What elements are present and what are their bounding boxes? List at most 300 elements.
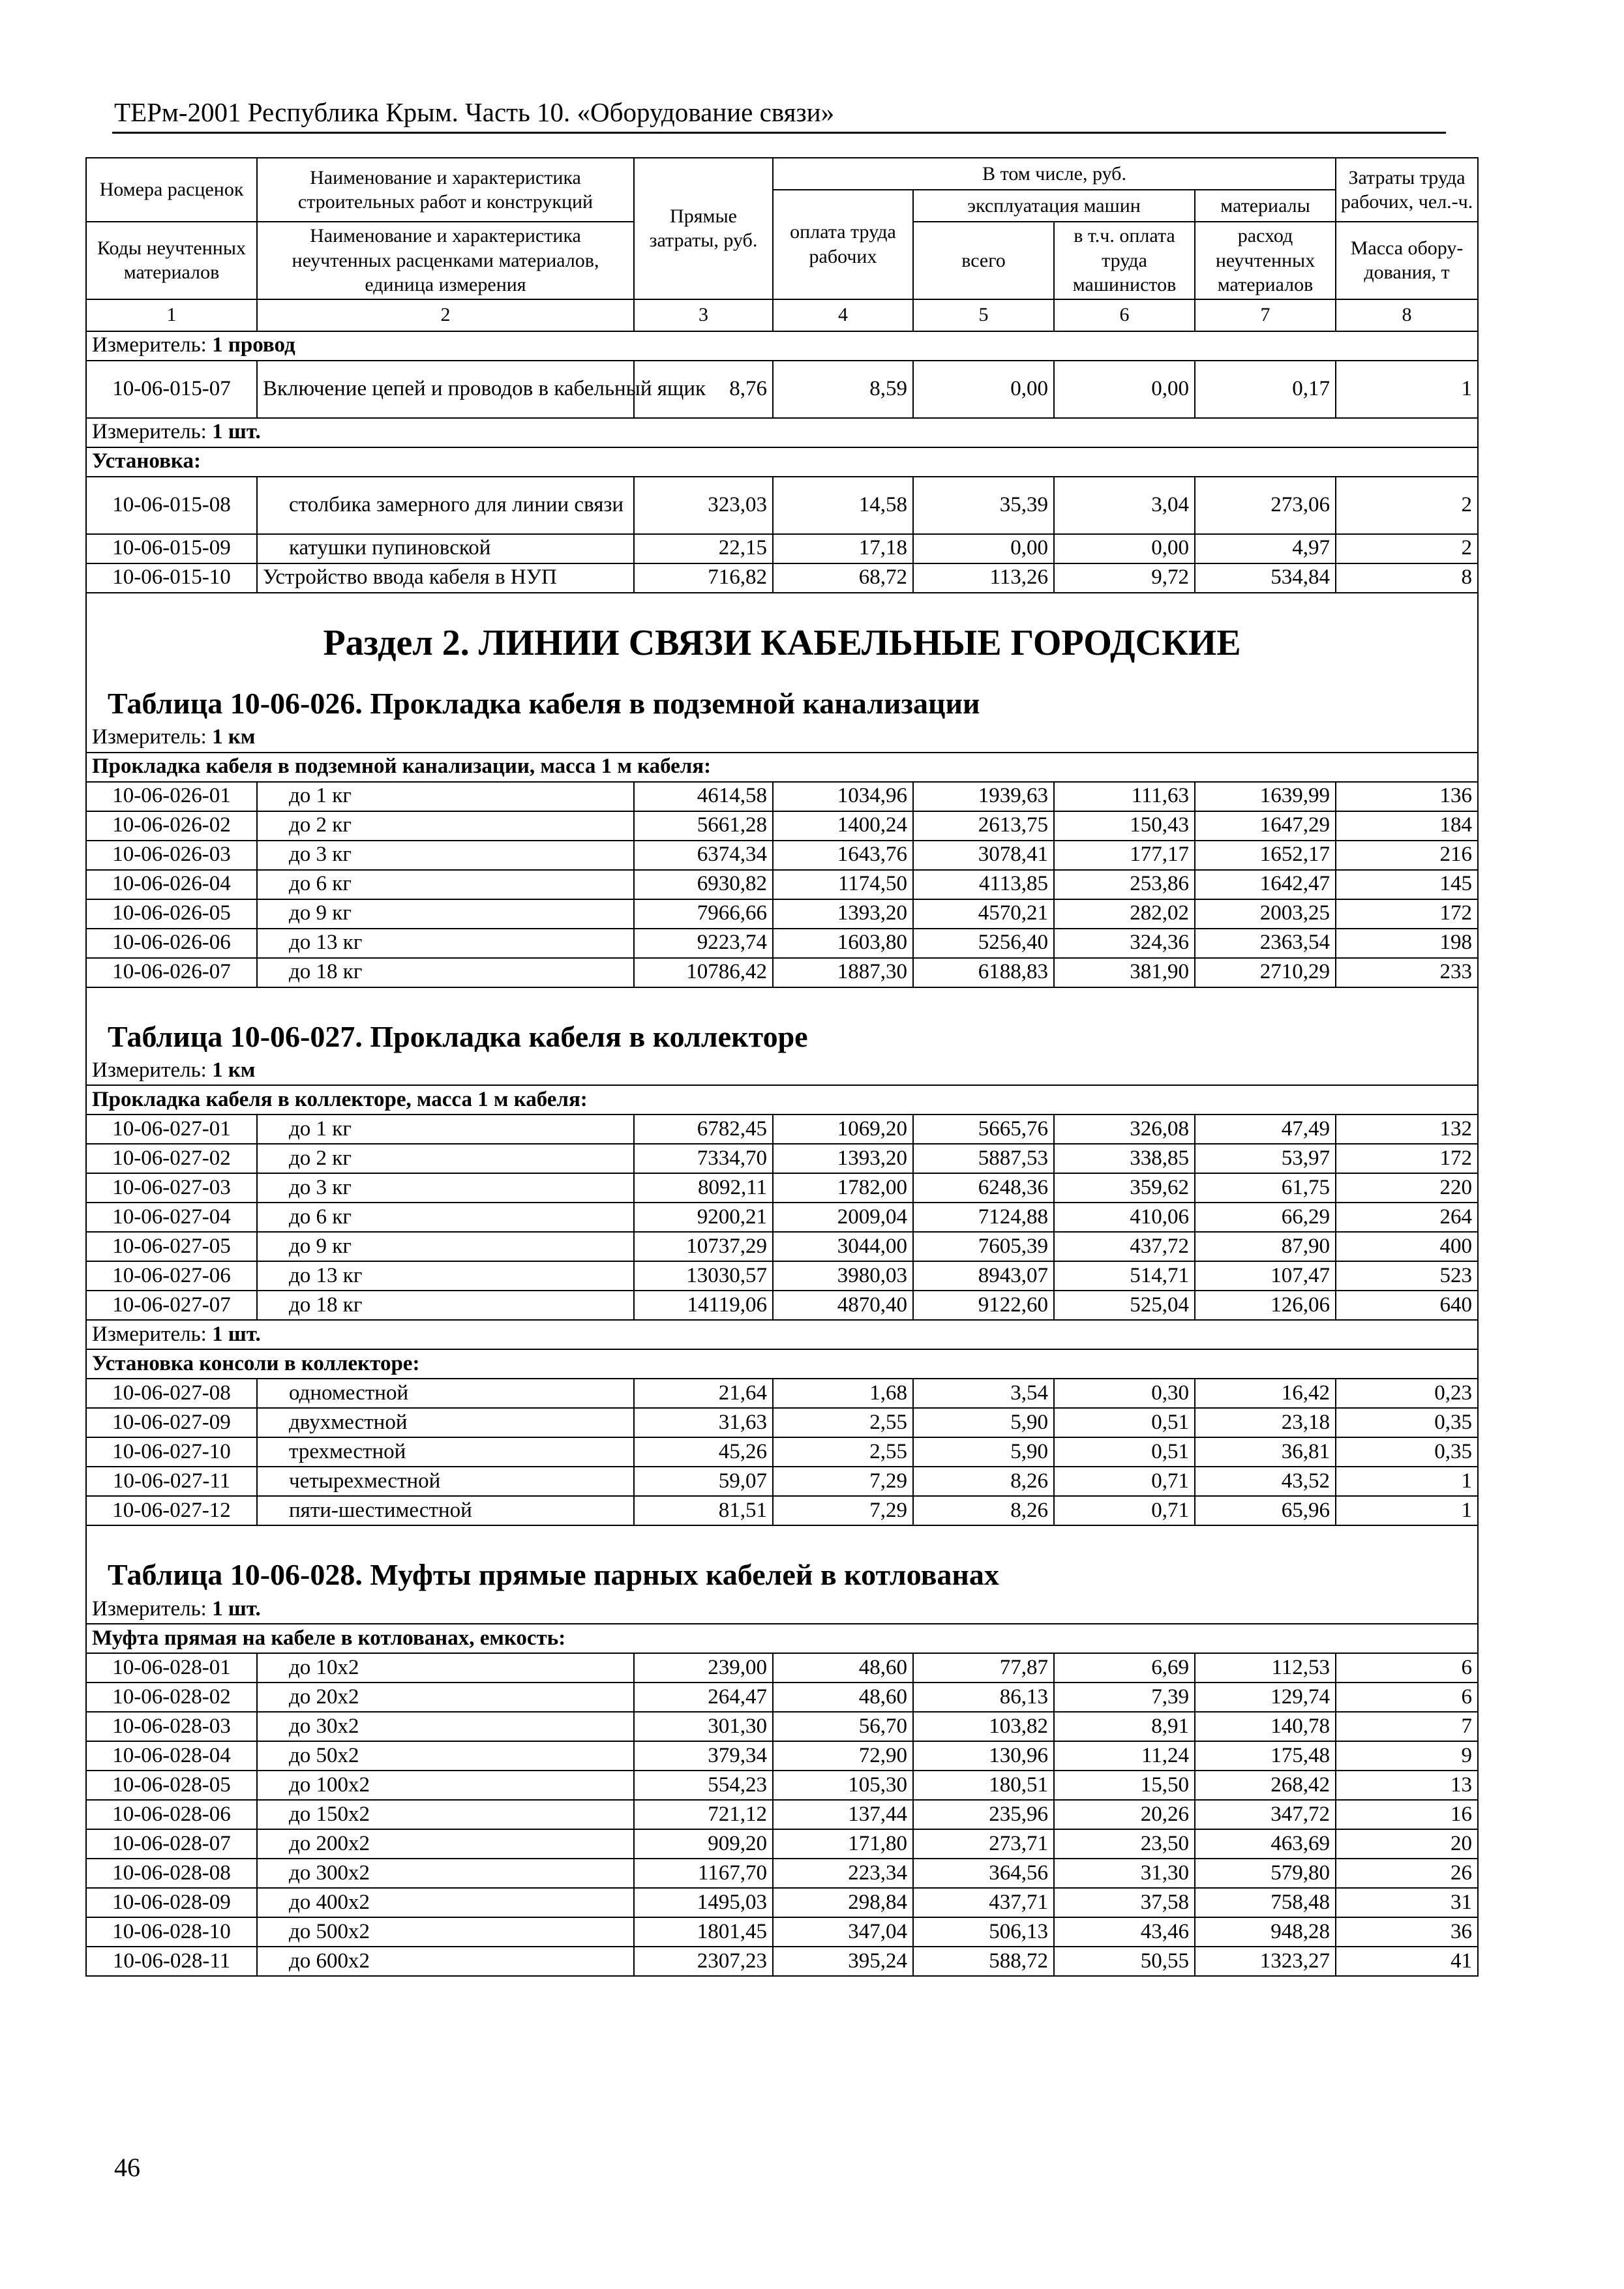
value-cell: 23,50: [1054, 1829, 1195, 1859]
value-cell: 554,23: [634, 1771, 773, 1800]
rate-name: до 6 кг: [257, 1203, 634, 1232]
value-cell: 23,18: [1195, 1408, 1336, 1437]
value-cell: 113,26: [913, 563, 1054, 593]
col2-bottom-header: Наименование и характеристика неучтенных расценками материалов, единица измерения: [257, 222, 634, 299]
rate-code: 10-06-026-05: [86, 899, 257, 929]
rate-code: 10-06-015-09: [86, 534, 257, 563]
col-number: 6: [1054, 299, 1195, 331]
value-cell: 235,96: [913, 1800, 1054, 1829]
table-row: [86, 782, 1478, 811]
value-cell: 2: [1336, 534, 1478, 563]
value-cell: 410,06: [1054, 1203, 1195, 1232]
value-cell: 298,84: [773, 1888, 913, 1917]
value-cell: 3078,41: [913, 841, 1054, 870]
value-cell: 59,07: [634, 1467, 773, 1496]
measure-row: Измеритель: 1 км: [86, 724, 1478, 753]
col-number: 3: [634, 299, 773, 331]
value-cell: 579,80: [1195, 1859, 1336, 1888]
value-cell: 1323,27: [1195, 1947, 1336, 1976]
rate-code: 10-06-027-09: [86, 1408, 257, 1437]
rate-name: Устройство ввода кабеля в НУП: [257, 563, 634, 593]
table-row: [86, 1467, 1478, 1496]
col2-top-header: Наименование и характеристика строительных работ и конструкций: [257, 158, 634, 222]
value-cell: 2003,25: [1195, 899, 1336, 929]
value-cell: 5,90: [913, 1437, 1054, 1467]
group-heading: Муфта прямая на кабеле в котлованах, емкость:: [86, 1624, 1478, 1653]
table-title-cell: [86, 987, 1478, 1057]
table-row: [86, 811, 1478, 841]
table-row: [86, 1437, 1478, 1467]
value-cell: 5661,28: [634, 811, 773, 841]
value-cell: 126,06: [1195, 1291, 1336, 1320]
value-cell: 6,69: [1054, 1653, 1195, 1683]
rate-code: 10-06-026-06: [86, 929, 257, 958]
value-cell: 395,24: [773, 1947, 913, 1976]
value-cell: 640: [1336, 1291, 1478, 1320]
value-cell: 11,24: [1054, 1741, 1195, 1771]
rate-name: до 400х2: [257, 1888, 634, 1917]
value-cell: 53,97: [1195, 1144, 1336, 1173]
rate-code: 10-06-028-02: [86, 1683, 257, 1712]
rate-name: до 2 кг: [257, 1144, 634, 1173]
rate-code: 10-06-027-03: [86, 1173, 257, 1203]
rate-name: до 13 кг: [257, 1261, 634, 1291]
table-row: [86, 1712, 1478, 1741]
value-cell: 1782,00: [773, 1173, 913, 1203]
value-cell: 21,64: [634, 1379, 773, 1408]
rate-name: столбика замерного для линии связи: [257, 477, 634, 534]
table-row: [86, 1859, 1478, 1888]
value-cell: 81,51: [634, 1496, 773, 1525]
value-cell: 35,39: [913, 477, 1054, 534]
value-cell: 9122,60: [913, 1291, 1054, 1320]
col1-top-header: Номера расценок: [86, 158, 257, 222]
value-cell: 41: [1336, 1947, 1478, 1976]
value-cell: 1603,80: [773, 929, 913, 958]
value-cell: 8,26: [913, 1496, 1054, 1525]
value-cell: 1643,76: [773, 841, 913, 870]
col-number: 5: [913, 299, 1054, 331]
value-cell: 10786,42: [634, 958, 773, 987]
value-cell: 15,50: [1054, 1771, 1195, 1800]
rate-code: 10-06-028-08: [86, 1859, 257, 1888]
value-cell: 1,68: [773, 1379, 913, 1408]
block1-rows: [86, 477, 1478, 593]
value-cell: 112,53: [1195, 1653, 1336, 1683]
rate-code: 10-06-028-06: [86, 1800, 257, 1829]
rate-name: до 9 кг: [257, 899, 634, 929]
value-cell: 364,56: [913, 1859, 1054, 1888]
value-cell: 0,30: [1054, 1379, 1195, 1408]
value-cell: 0,00: [1054, 534, 1195, 563]
value-cell: 47,49: [1195, 1115, 1336, 1144]
rates-table: [85, 157, 1479, 1977]
value-cell: 56,70: [773, 1712, 913, 1741]
value-cell: 2307,23: [634, 1947, 773, 1976]
value-cell: 1400,24: [773, 811, 913, 841]
value-cell: 8,26: [913, 1467, 1054, 1496]
value-cell: 5,90: [913, 1408, 1054, 1437]
value-cell: 338,85: [1054, 1144, 1195, 1173]
group-heading: Установка консоли в коллекторе:: [86, 1349, 1478, 1379]
table-row: [86, 1888, 1478, 1917]
value-cell: 0,00: [913, 534, 1054, 563]
value-cell: 6248,36: [913, 1173, 1054, 1203]
value-cell: 948,28: [1195, 1917, 1336, 1947]
table-row: [86, 1115, 1478, 1144]
value-cell: 1167,70: [634, 1859, 773, 1888]
table-row: [86, 563, 1478, 593]
measure-row: Измеритель: 1 км: [86, 1056, 1478, 1085]
value-cell: 7605,39: [913, 1232, 1054, 1261]
value-cell: 0,71: [1054, 1467, 1195, 1496]
value-cell: 5665,76: [913, 1115, 1054, 1144]
value-cell: 2710,29: [1195, 958, 1336, 987]
table-row: [86, 1232, 1478, 1261]
table-row: [86, 1800, 1478, 1829]
value-cell: 7966,66: [634, 899, 773, 929]
rate-name: до 18 кг: [257, 1291, 634, 1320]
rate-name: до 6 кг: [257, 870, 634, 899]
value-cell: 14,58: [773, 477, 913, 534]
value-cell: 273,71: [913, 1829, 1054, 1859]
rate-name: до 3 кг: [257, 1173, 634, 1203]
value-cell: 233: [1336, 958, 1478, 987]
table-row: [86, 1947, 1478, 1976]
value-cell: 145: [1336, 870, 1478, 899]
t027-rows: [86, 1115, 1478, 1320]
col-number: 7: [1195, 299, 1336, 331]
rate-code: 10-06-028-03: [86, 1712, 257, 1741]
table-row: [86, 1173, 1478, 1203]
t028-head: [86, 1525, 1478, 1653]
value-cell: 253,86: [1054, 870, 1195, 899]
value-cell: 9200,21: [634, 1203, 773, 1232]
rate-code: 10-06-027-08: [86, 1379, 257, 1408]
value-cell: 22,15: [634, 534, 773, 563]
value-cell: 175,48: [1195, 1741, 1336, 1771]
rate-code: 10-06-015-08: [86, 477, 257, 534]
value-cell: 326,08: [1054, 1115, 1195, 1144]
value-cell: 1034,96: [773, 782, 913, 811]
value-cell: 7334,70: [634, 1144, 773, 1173]
value-cell: 20: [1336, 1829, 1478, 1859]
rate-name: до 1 кг: [257, 1115, 634, 1144]
value-cell: 31,63: [634, 1408, 773, 1437]
value-cell: 6188,83: [913, 958, 1054, 987]
running-header: ТЕРм-2001 Республика Крым. Часть 10. «Оборудование связи»: [114, 97, 835, 127]
rate-code: 10-06-026-04: [86, 870, 257, 899]
value-cell: 223,34: [773, 1859, 913, 1888]
col4-header: оплата труда рабочих: [773, 190, 913, 299]
rate-code: 10-06-027-11: [86, 1467, 257, 1496]
incl-header: В том числе, руб.: [773, 158, 1336, 190]
rate-code: 10-06-027-02: [86, 1144, 257, 1173]
value-cell: 3,54: [913, 1379, 1054, 1408]
measure-row: Измеритель: 1 шт.: [86, 1595, 1478, 1624]
table-row: [86, 1683, 1478, 1712]
col5-header: всего: [913, 222, 1054, 299]
value-cell: 220: [1336, 1173, 1478, 1203]
value-cell: 13: [1336, 1771, 1478, 1800]
value-cell: 26: [1336, 1859, 1478, 1888]
rate-code: 10-06-026-01: [86, 782, 257, 811]
value-cell: 48,60: [773, 1653, 913, 1683]
value-cell: 2363,54: [1195, 929, 1336, 958]
table-title: Таблица 10-06-027. Прокладка кабеля в коллекторе: [108, 1019, 808, 1053]
rate-code: 10-06-028-05: [86, 1771, 257, 1800]
value-cell: 347,04: [773, 1917, 913, 1947]
rate-name: до 3 кг: [257, 841, 634, 870]
group-heading: Установка:: [86, 447, 1478, 477]
value-cell: 264,47: [634, 1683, 773, 1712]
block1: [86, 331, 1478, 477]
rate-name: до 20х2: [257, 1683, 634, 1712]
value-cell: 1: [1336, 1467, 1478, 1496]
rate-name: до 500х2: [257, 1917, 634, 1947]
rate-name: до 200х2: [257, 1829, 634, 1859]
value-cell: 323,03: [634, 477, 773, 534]
value-cell: 17,18: [773, 534, 913, 563]
value-cell: 130,96: [913, 1741, 1054, 1771]
value-cell: 8092,11: [634, 1173, 773, 1203]
value-cell: 1642,47: [1195, 870, 1336, 899]
value-cell: 463,69: [1195, 1829, 1336, 1859]
value-cell: 1069,20: [773, 1115, 913, 1144]
rate-code: 10-06-027-07: [86, 1291, 257, 1320]
value-cell: 534,84: [1195, 563, 1336, 593]
value-cell: 111,63: [1054, 782, 1195, 811]
col8-bottom-header: Масса обору-дования, т: [1336, 222, 1478, 299]
value-cell: 7: [1336, 1712, 1478, 1741]
value-cell: 180,51: [913, 1771, 1054, 1800]
table-row: [86, 1291, 1478, 1320]
rate-name: до 150х2: [257, 1800, 634, 1829]
value-cell: 0,51: [1054, 1408, 1195, 1437]
value-cell: 4870,40: [773, 1291, 913, 1320]
rate-name: до 300х2: [257, 1859, 634, 1888]
value-cell: 8: [1336, 563, 1478, 593]
value-cell: 0,35: [1336, 1437, 1478, 1467]
value-cell: 8,91: [1054, 1712, 1195, 1741]
table-row: [86, 477, 1478, 534]
value-cell: 514,71: [1054, 1261, 1195, 1291]
table-row: [86, 534, 1478, 563]
table-row: [86, 1496, 1478, 1525]
rate-name: четырехместной: [257, 1467, 634, 1496]
value-cell: 7,39: [1054, 1683, 1195, 1712]
value-cell: 4,97: [1195, 534, 1336, 563]
rate-code: 10-06-028-10: [86, 1917, 257, 1947]
value-cell: 0,51: [1054, 1437, 1195, 1467]
value-cell: 43,46: [1054, 1917, 1195, 1947]
value-cell: 9,72: [1054, 563, 1195, 593]
value-cell: 150,43: [1054, 811, 1195, 841]
rate-code: 10-06-015-10: [86, 563, 257, 593]
rate-name: до 2 кг: [257, 811, 634, 841]
value-cell: 6930,82: [634, 870, 773, 899]
rate-name: до 18 кг: [257, 958, 634, 987]
value-cell: 1639,99: [1195, 782, 1336, 811]
value-cell: 6: [1336, 1653, 1478, 1683]
table-row: [86, 1741, 1478, 1771]
value-cell: 4113,85: [913, 870, 1054, 899]
rate-name: до 9 кг: [257, 1232, 634, 1261]
rate-name: до 50х2: [257, 1741, 634, 1771]
value-cell: 132: [1336, 1115, 1478, 1144]
t026-rows: [86, 782, 1478, 987]
value-cell: 86,13: [913, 1683, 1054, 1712]
measure-row: Измеритель: 1 шт.: [86, 1320, 1478, 1349]
value-cell: 136: [1336, 782, 1478, 811]
value-cell: 2613,75: [913, 811, 1054, 841]
value-cell: 359,62: [1054, 1173, 1195, 1203]
section-heading-cell: [86, 593, 1478, 724]
value-cell: 137,44: [773, 1800, 913, 1829]
section2: [86, 593, 1478, 782]
value-cell: 37,58: [1054, 1888, 1195, 1917]
value-cell: 2: [1336, 477, 1478, 534]
value-cell: 7124,88: [913, 1203, 1054, 1232]
t027-head: [86, 987, 1478, 1115]
rate-name: пяти-шестиместной: [257, 1496, 634, 1525]
table-row: [86, 1917, 1478, 1947]
value-cell: 105,30: [773, 1771, 913, 1800]
value-cell: 4614,58: [634, 782, 773, 811]
rate-name: до 100х2: [257, 1771, 634, 1800]
value-cell: 588,72: [913, 1947, 1054, 1976]
value-cell: 77,87: [913, 1653, 1054, 1683]
rate-code: 10-06-026-07: [86, 958, 257, 987]
rate-code: 10-06-028-11: [86, 1947, 257, 1976]
value-cell: 216: [1336, 841, 1478, 870]
value-cell: 68,72: [773, 563, 913, 593]
section-title: Раздел 2. ЛИНИИ СВЯЗИ КАБЕЛЬНЫЕ ГОРОДСКИЕ: [323, 622, 1241, 663]
value-cell: 140,78: [1195, 1712, 1336, 1741]
value-cell: 523: [1336, 1261, 1478, 1291]
rate-name: двухместной: [257, 1408, 634, 1437]
group-heading: Прокладка кабеля в подземной канализации, масса 1 м кабеля:: [86, 753, 1478, 782]
table-title: Таблица 10-06-028. Муфты прямые парных кабелей в котлованах: [108, 1558, 999, 1592]
value-cell: 0,35: [1336, 1408, 1478, 1437]
value-cell: 171,80: [773, 1829, 913, 1859]
value-cell: 10737,29: [634, 1232, 773, 1261]
col7-header: расход неучтенных материалов: [1195, 222, 1336, 299]
value-cell: 9223,74: [634, 929, 773, 958]
value-cell: 437,72: [1054, 1232, 1195, 1261]
value-cell: 48,60: [773, 1683, 913, 1712]
value-cell: 268,42: [1195, 1771, 1336, 1800]
table-row: [86, 1653, 1478, 1683]
t027-rows2: [86, 1379, 1478, 1525]
value-cell: 239,00: [634, 1653, 773, 1683]
table-row: [86, 929, 1478, 958]
value-cell: 0,71: [1054, 1496, 1195, 1525]
value-cell: 2,55: [773, 1408, 913, 1437]
value-cell: 13030,57: [634, 1261, 773, 1291]
header-rule: [112, 132, 1446, 134]
value-cell: 1393,20: [773, 1144, 913, 1173]
t028-rows: [86, 1653, 1478, 1976]
measure-row: Измеритель: 1 шт.: [86, 418, 1478, 447]
rate-name: одноместной: [257, 1379, 634, 1408]
value-cell: 437,71: [913, 1888, 1054, 1917]
rate-code: 10-06-027-01: [86, 1115, 257, 1144]
rate-code: 10-06-028-07: [86, 1829, 257, 1859]
value-cell: 8943,07: [913, 1261, 1054, 1291]
col8-top-header: Затраты труда рабочих, чел.-ч.: [1336, 158, 1478, 222]
rate-code: 10-06-026-03: [86, 841, 257, 870]
value-cell: 66,29: [1195, 1203, 1336, 1232]
value-cell: 107,47: [1195, 1261, 1336, 1291]
value-cell: 1887,30: [773, 958, 913, 987]
value-cell: 87,90: [1195, 1232, 1336, 1261]
table-row: [86, 1144, 1478, 1173]
value-cell: 400: [1336, 1232, 1478, 1261]
value-cell: 0,23: [1336, 1379, 1478, 1408]
rate-code: 10-06-026-02: [86, 811, 257, 841]
table-row: [86, 1261, 1478, 1291]
machines-header: эксплуатация машин: [913, 190, 1195, 222]
table-header: [86, 158, 1478, 331]
value-cell: 20,26: [1054, 1800, 1195, 1829]
value-cell: 198: [1336, 929, 1478, 958]
value-cell: 5887,53: [913, 1144, 1054, 1173]
value-cell: 1174,50: [773, 870, 913, 899]
value-cell: 103,82: [913, 1712, 1054, 1741]
table-title-cell: [86, 1525, 1478, 1595]
value-cell: 6374,34: [634, 841, 773, 870]
value-cell: 2,55: [773, 1437, 913, 1467]
rate-name: трехместной: [257, 1437, 634, 1467]
value-cell: 7,29: [773, 1467, 913, 1496]
t027-head2: [86, 1320, 1478, 1379]
table-title: Таблица 10-06-026. Прокладка кабеля в подземной канализации: [108, 686, 980, 720]
rate-code: 10-06-027-12: [86, 1496, 257, 1525]
materials-header: материалы: [1195, 190, 1336, 222]
value-cell: 1495,03: [634, 1888, 773, 1917]
col-number: 2: [257, 299, 634, 331]
value-cell: 172: [1336, 899, 1478, 929]
value-cell: 3980,03: [773, 1261, 913, 1291]
value-cell: 324,36: [1054, 929, 1195, 958]
value-cell: 264: [1336, 1203, 1478, 1232]
value-cell: 721,12: [634, 1800, 773, 1829]
value-cell: 184: [1336, 811, 1478, 841]
value-cell: 347,72: [1195, 1800, 1336, 1829]
value-cell: 31: [1336, 1888, 1478, 1917]
value-cell: 758,48: [1195, 1888, 1336, 1917]
measure-row: Измеритель: 1 провод: [86, 331, 1478, 361]
value-cell: 379,34: [634, 1741, 773, 1771]
table-row: [86, 1408, 1478, 1437]
value-cell: 301,30: [634, 1712, 773, 1741]
value-cell: 61,75: [1195, 1173, 1336, 1203]
rate-name: до 30х2: [257, 1712, 634, 1741]
rate-name: до 600х2: [257, 1947, 634, 1976]
rate-code: 10-06-027-05: [86, 1232, 257, 1261]
value-cell: 50,55: [1054, 1947, 1195, 1976]
group-heading: Прокладка кабеля в коллекторе, масса 1 м кабеля:: [86, 1085, 1478, 1115]
value-cell: 1393,20: [773, 899, 913, 929]
table-row: [86, 899, 1478, 929]
col-number: 1: [86, 299, 257, 331]
value-cell: 7,29: [773, 1496, 913, 1525]
value-cell: 381,90: [1054, 958, 1195, 987]
rate-name: до 10х2: [257, 1653, 634, 1683]
value-cell: 6: [1336, 1683, 1478, 1712]
value-cell: 3044,00: [773, 1232, 913, 1261]
